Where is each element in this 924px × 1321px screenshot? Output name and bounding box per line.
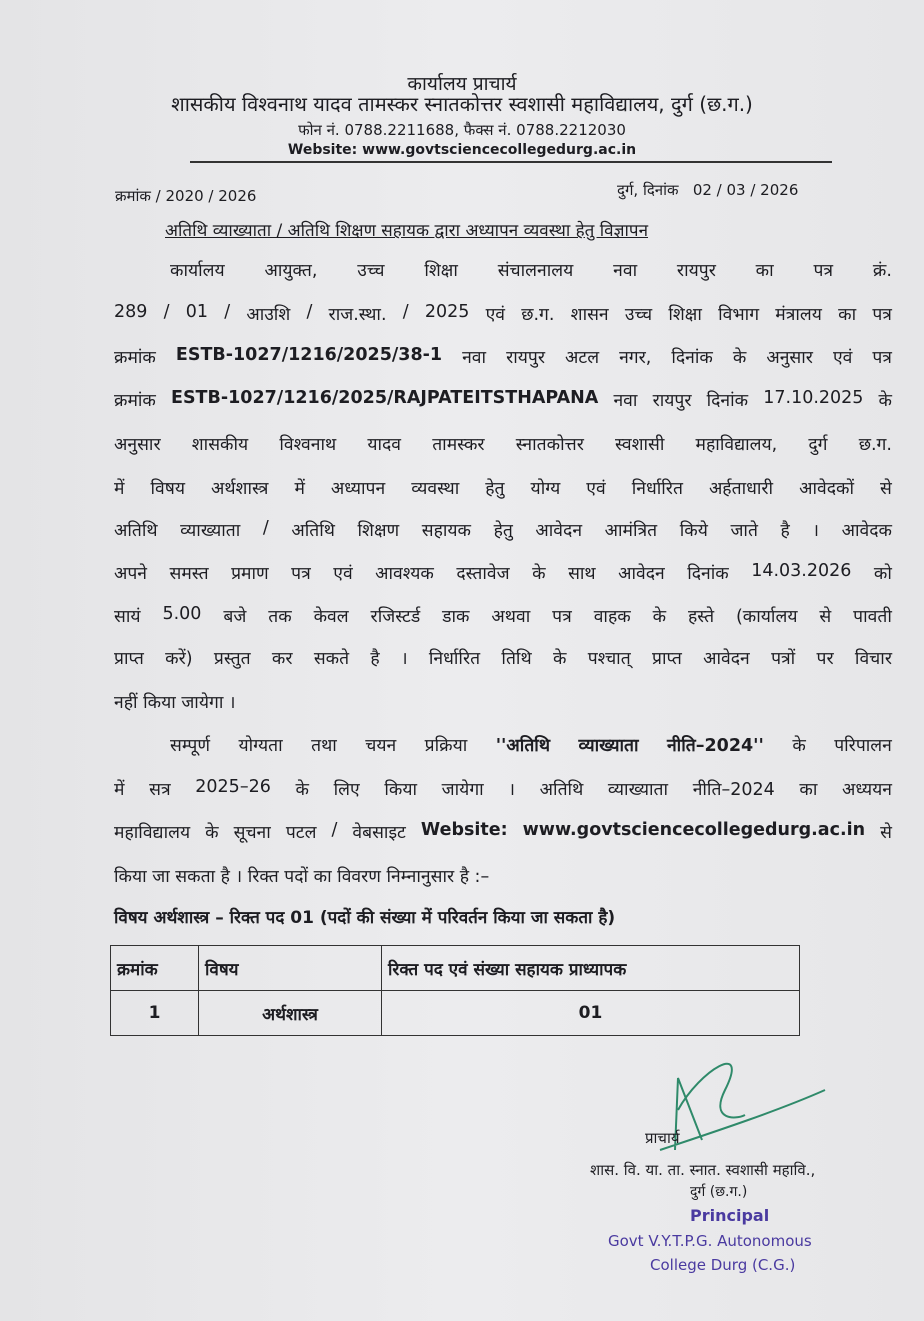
body-text: आवेदक [841,521,892,541]
body-text: के [532,564,546,584]
body-text: के [552,649,567,669]
body-line [114,476,892,500]
body-line [114,561,892,585]
body-text: कार्यालय [170,261,225,281]
body-text: वाहक [593,607,631,627]
body-text: का [838,305,857,325]
body-text: / [224,302,231,322]
body-text: अर्थशास्त्र [211,479,269,499]
body-text: सूचना [233,823,271,843]
body-text: । [812,521,820,541]
body-text: छ.ग. [521,305,555,325]
body-text: से [819,607,832,627]
body-text: स्वशासी [615,435,665,455]
body-text: 01 [185,302,208,322]
body-line [114,302,892,326]
body-text: अध्ययन [842,780,892,800]
body-text: प्राप्त [114,649,144,669]
body-text: किया [384,780,417,800]
body-text: आउशि [246,305,291,325]
body-text: किये [679,521,708,541]
body-text: सत्र [149,780,171,800]
body-text: डाक [442,607,470,627]
body-text: दिनांक [671,348,713,368]
body-text: संचालनालय [497,261,574,281]
body-text: बजे [223,607,247,627]
body-text: एवं [832,348,853,368]
table-row [111,991,800,1036]
body-text: पत्रों [771,649,796,669]
body-text: के [792,736,806,756]
stamp-location: College Durg (C.G.) [650,1256,796,1274]
body-text: रायपुर [676,261,716,281]
body-text: व्याख्याता [607,780,669,800]
website-line: Website: www.govtsciencecollegedurg.ac.in [287,142,637,158]
body-text: तामस्कर [432,435,485,455]
body-text: पर [816,649,834,669]
body-text: के [652,607,667,627]
body-text: में [114,780,125,800]
body-text: नवा [613,261,638,281]
body-text: पत्र [872,305,892,325]
body-text: व्याख्याता [180,521,241,541]
body-text: विचार [854,649,892,669]
body-text: करें) [165,649,193,669]
body-text: से [879,479,892,499]
body-text: सायं [114,607,141,627]
body-text: अथवा [491,607,531,627]
body-text: प्रक्रिया [424,736,468,756]
body-text: प्राप्त [651,649,682,669]
body-text: 5.00 [162,604,202,624]
body-text: प्रस्तुत [213,649,251,669]
col-header: विषय [199,946,382,991]
body-line [114,388,892,412]
body-text: विषय अर्थशास्त्र – रिक्त पद 01 (पदों की संख्या में परिवर्तन किया जा सकता है) [114,908,616,928]
cell: अर्थशास्त्र [199,991,382,1036]
body-line [114,646,892,670]
body-text: अटल [565,348,600,368]
body-text: पत्र [552,607,572,627]
body-text: शिक्षण [357,521,400,541]
body-text: आवेदन [535,521,583,541]
body-text: । [400,649,408,669]
body-text: पत्र [813,261,834,281]
signature-line2: दुर्ग (छ.ग.) [690,1184,748,1200]
body-line [114,345,892,369]
body-text: राज.स्था. [328,305,387,325]
body-line [114,905,892,928]
body-text: प्रमाण [231,564,269,584]
body-text: दिनांक [706,391,749,411]
body-text: शिक्षा [668,305,702,325]
body-text: नवा [462,348,487,368]
body-text: दिनांक [687,564,729,584]
body-text: अतिथि [291,521,335,541]
body-text: ''अतिथि [495,736,551,756]
body-text: अर्हताधारी [708,479,774,499]
body-text: / [402,302,409,322]
body-text: आवेदकों [799,479,854,499]
college-name: शासकीय विश्वनाथ यादव तामस्कर स्नातकोत्तर स्वशासी महाविद्यालय, दुर्ग (छ.ग.) [171,92,753,116]
body-text: के [295,780,309,800]
body-text: आवेदन [703,649,750,669]
body-text: जाते [730,521,758,541]
body-text: पावती [853,607,892,627]
body-text: क्रमांक [114,391,156,411]
body-text: कर [271,649,293,669]
body-text: ESTB-1027/1216/2025/RAJPATEITSTHAPANA [171,388,599,408]
body-text: अनुसार [114,435,161,455]
body-text: Website: [420,820,508,840]
body-text: / [331,820,338,840]
body-text: साथ [568,564,596,584]
body-text: निर्धारित [631,479,683,499]
body-text: नीति–2024'' [666,736,764,756]
body-text: विषय [150,479,185,499]
body-text: पत्र [872,348,892,368]
table-header-row [111,946,800,991]
cell: 1 [111,991,199,1036]
body-text: नहीं किया जायेगा । [114,693,236,713]
body-text: दस्तावेज [456,564,510,584]
body-text: अध्यापन [330,479,386,499]
body-text: दुर्ग [808,435,828,455]
body-text: समस्त [169,564,209,584]
body-text: के [878,391,892,411]
body-text: है [780,521,790,541]
body-line [170,258,892,282]
body-line [170,733,892,757]
body-text: क्रमांक [114,348,156,368]
body-text: किया जा सकता है । रिक्त पदों का विवरण निम्नानुसार है :– [114,867,490,887]
body-text: केवल [313,607,349,627]
body-text: का [799,780,818,800]
body-text: उच्च [357,261,385,281]
body-text: अनुसार [766,348,813,368]
body-text: एवं [485,305,506,325]
reference-number: क्रमांक / 2020 / 2026 [115,187,257,205]
stamp-college: Govt V.Y.T.P.G. Autonomous [608,1232,812,1250]
body-text: शासन [570,305,609,325]
body-text: से [880,823,892,843]
body-text: सम्पूर्ण [170,736,211,756]
body-text: नवा [613,391,638,411]
body-text: रायपुर [506,348,545,368]
body-text: विभाग [718,305,760,325]
body-text: वेबसाइट [352,823,406,843]
body-text: 2025 [424,302,470,322]
body-text: हस्ते [687,607,715,627]
body-text: अतिथि [539,780,584,800]
body-text: सहायक [421,521,471,541]
body-text: www.govtsciencecollegedurg.ac.in [522,820,866,840]
body-text: / [163,302,170,322]
body-text: आवश्यक [375,564,434,584]
body-text: अतिथि [114,521,158,541]
body-text: में [294,479,305,499]
body-text: 289 [114,302,148,322]
body-text: ESTB-1027/1216/2025/38-1 [175,345,443,365]
body-text: रायपुर [652,391,692,411]
body-text: पश्चात् [587,649,631,669]
vacancy-table [110,945,800,1036]
body-text: महाविद्यालय [114,823,191,843]
body-text: जायेगा [441,780,484,800]
body-text: चयन [365,736,397,756]
body-text: को [873,564,892,584]
body-text: नीति–2024 [692,780,775,800]
body-text: हेतु [485,479,505,499]
body-text: यादव [367,435,402,455]
body-text: अपने [114,564,148,584]
body-text: छ.ग. [858,435,892,455]
body-text: के [732,348,747,368]
body-text: / [262,518,269,538]
place-date: दुर्ग, दिनांक 02 / 03 / 2026 [617,181,799,199]
body-line [114,518,892,542]
body-text: महाविद्यालय, [695,435,778,455]
body-text: नगर, [619,348,652,368]
body-text: 17.10.2025 [763,388,864,408]
body-text: व्याख्याता [578,736,639,756]
body-text: योग्यता [238,736,283,756]
body-text: निर्धारित [428,649,481,669]
body-text: रजिस्टर्ड [370,607,421,627]
body-text: व्यवस्था [411,479,460,499]
body-text: आवेदन [618,564,665,584]
body-text: स्नातकोत्तर [515,435,584,455]
body-text: विश्वनाथ [279,435,337,455]
body-text: पत्र [291,564,311,584]
body-text: है [370,649,380,669]
body-text: 2025–26 [195,777,271,797]
body-text: में [114,479,125,499]
subject-line: अतिथि व्याख्याता / अतिथि शिक्षण सहायक द्वारा अध्यापन व्यवस्था हेतु विज्ञापन [165,221,649,241]
cell: 01 [382,991,800,1036]
contact-line: फोन नं. 0788.2211688, फैक्स नं. 0788.2212030 [298,121,626,139]
signature-line1: शास. वि. या. ता. स्नात. स्वशासी महावि., [590,1161,816,1179]
signature-title: प्राचार्य [645,1129,680,1147]
body-text: हेतु [493,521,513,541]
body-text: तक [268,607,292,627]
office-title: कार्यालय प्राचार्य [407,73,517,95]
body-text: (कार्यालय [735,607,798,627]
body-text: लिए [333,780,360,800]
body-text: 14.03.2026 [751,561,852,581]
body-text: । [508,780,516,800]
body-text: मंत्रालय [775,305,822,325]
body-text: पटल [285,823,317,843]
body-text: परिपालन [834,736,892,756]
body-text: शासकीय [191,435,249,455]
body-line [114,864,892,888]
body-text: का [755,261,774,281]
body-line [114,820,892,844]
header-divider [190,161,832,163]
body-text: उच्च [624,305,653,325]
body-text: एवं [586,479,606,499]
body-text: के [205,823,219,843]
body-text: क्रं. [872,261,892,281]
body-line [114,777,892,801]
col-header: क्रमांक [111,946,199,991]
body-line [114,690,892,714]
body-text: एवं [333,564,353,584]
stamp-principal: Principal [690,1206,770,1225]
col-header: रिक्त पद एवं संख्या सहायक प्राध्यापक [382,946,800,991]
body-text: सकते [313,649,350,669]
body-text: तिथि [501,649,532,669]
body-text: शिक्षा [424,261,458,281]
body-text: योग्य [530,479,561,499]
body-text: तथा [311,736,337,756]
body-line [114,604,892,628]
body-text: आयुक्त, [264,261,318,281]
body-line [114,432,892,456]
body-text: आमंत्रित [604,521,658,541]
body-text: / [306,302,313,322]
